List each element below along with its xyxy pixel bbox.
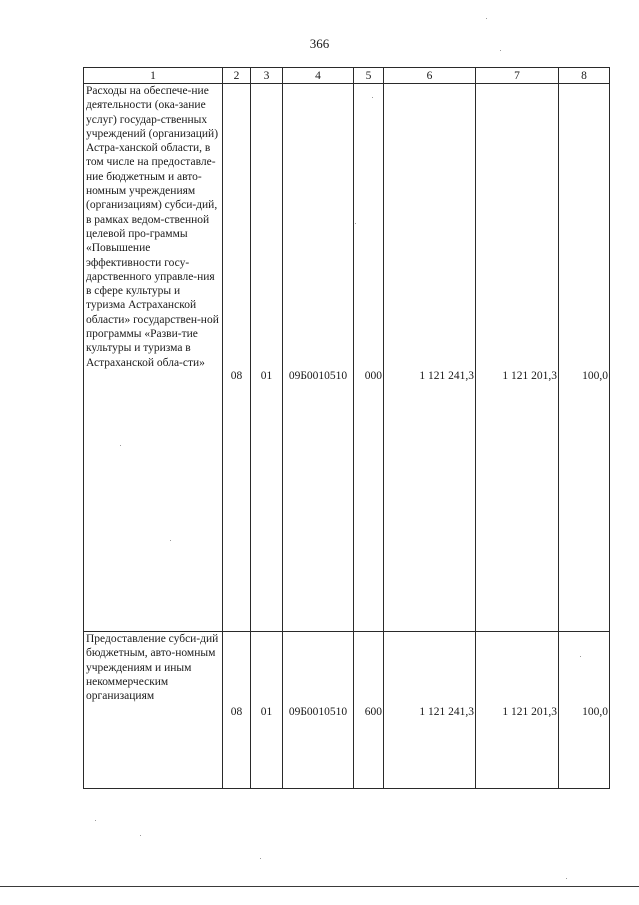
table-row — [84, 632, 610, 789]
scan-speck — [355, 223, 356, 224]
column-header: 8 — [559, 68, 610, 84]
scan-speck — [260, 858, 261, 859]
column-header: 1 — [84, 68, 223, 84]
scan-speck — [120, 445, 121, 446]
column-header: 7 — [476, 68, 559, 84]
expense-type-code: 000 — [354, 84, 384, 632]
scan-speck — [372, 97, 373, 98]
subsection-code: 01 — [251, 632, 283, 789]
target-article-code: 09Б0010510 — [283, 632, 354, 789]
scan-speck — [95, 820, 96, 821]
expense-description: Расходы на обеспече-ние деятельности (ока-зание услуг) государ-ственных учреждений (организаций) Астра-ханской области, в том числе на предоставле-ние бюджетным и авто-номным учреждениям (организациям) субси-дий, в рамках ведом-ственной целевой про-граммы «Повышение эффективности госу-дарственного управле-ния в сфере культуры и туризма Астраханской области» государствен-ной программы «Разви-тие культуры и туризма в Астраханской обла-сти» — [84, 84, 223, 632]
expense-type-code: 600 — [354, 632, 384, 789]
column-header: 2 — [223, 68, 251, 84]
expense-description: Предоставление субси-дий бюджетным, авто-номным учреждениям и иным некоммерческим организациям — [84, 632, 223, 789]
scan-speck — [566, 878, 567, 879]
scan-bottom-rule — [0, 886, 639, 887]
target-article-code: 09Б0010510 — [283, 84, 354, 632]
column-header: 4 — [283, 68, 354, 84]
section-code: 08 — [223, 632, 251, 789]
section-code: 08 — [223, 84, 251, 632]
page-number: 366 — [309, 36, 330, 51]
column-header: 3 — [251, 68, 283, 84]
scan-speck — [580, 656, 581, 657]
column-header: 5 — [354, 68, 384, 84]
scan-speck — [140, 835, 141, 836]
budget-execution-table — [83, 67, 610, 789]
execution-percent: 100,0 — [559, 632, 610, 789]
actual-amount: 1 121 201,3 — [476, 84, 559, 632]
column-header: 6 — [384, 68, 476, 84]
scan-speck — [486, 18, 487, 19]
subsection-code: 01 — [251, 84, 283, 632]
planned-amount: 1 121 241,3 — [384, 84, 476, 632]
scan-speck — [500, 50, 501, 51]
table-row — [84, 84, 610, 632]
actual-amount: 1 121 201,3 — [476, 632, 559, 789]
execution-percent: 100,0 — [559, 84, 610, 632]
planned-amount: 1 121 241,3 — [384, 632, 476, 789]
scan-speck — [170, 540, 171, 541]
column-number-row — [84, 68, 610, 84]
